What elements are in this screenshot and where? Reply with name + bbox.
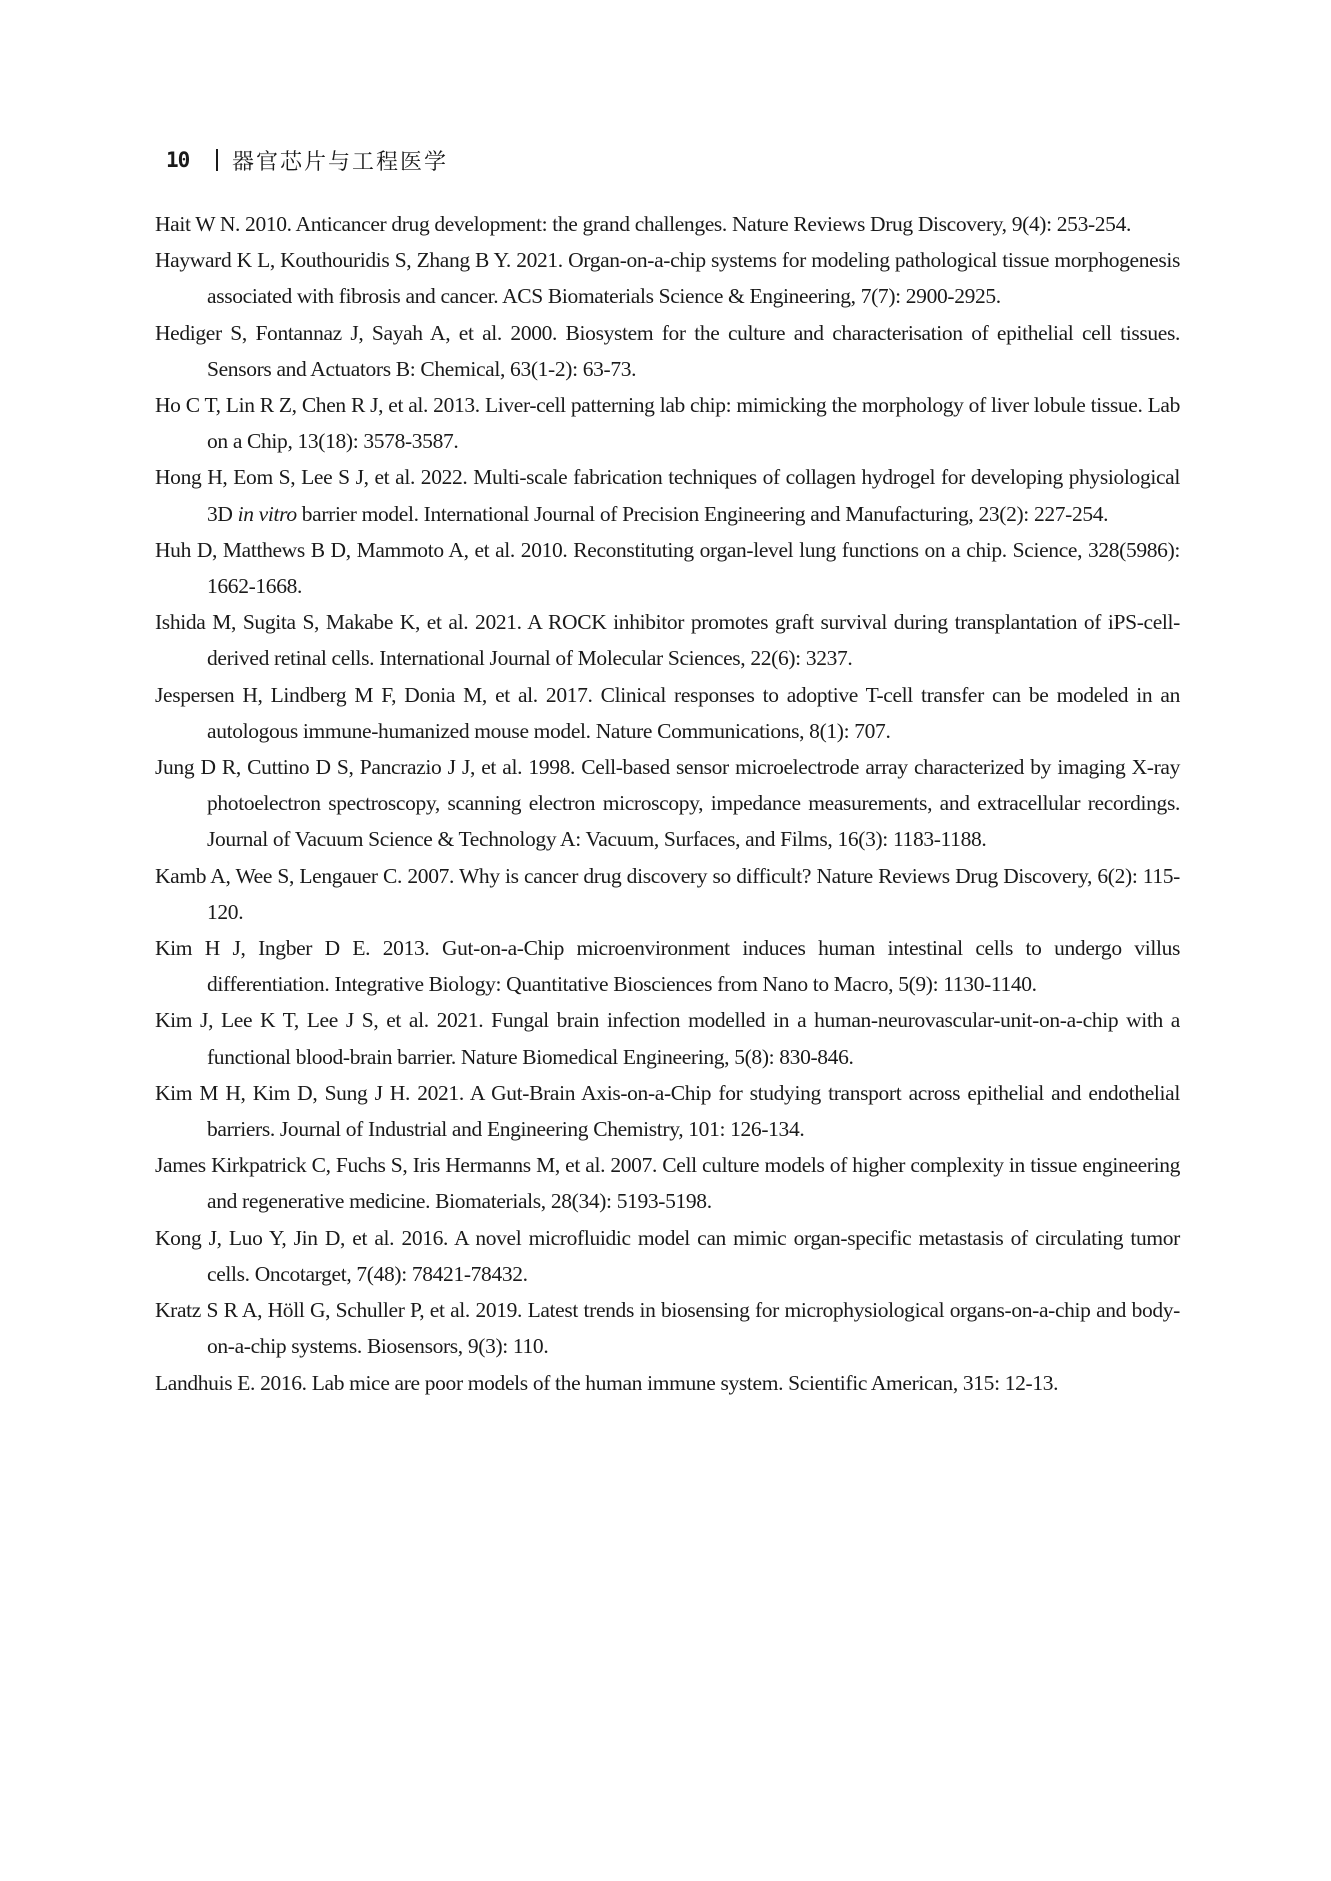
reference-item	[155, 242, 1180, 314]
reference-text: James Kirkpatrick C, Fuchs S, Iris Hermanns M, et al. 2007. Cell culture models of higher complexity in tissue engineering and regenerative medicine. Biomaterials, 28(34): 5193-5198.	[155, 1153, 1180, 1214]
reference-text: Kong J, Luo Y, Jin D, et al. 2016. A novel microfluidic model can mimic organ-specific metastasis of circulating tumor cells. Oncotarget, 7(48): 78421-78432.	[155, 1225, 1180, 1286]
reference-text: Hait W N. 2010. Anticancer drug development: the grand challenges. Nature Reviews Drug Discovery, 9(4): 253-254.	[155, 212, 1132, 236]
reference-text: Kim J, Lee K T, Lee J S, et al. 2021. Fungal brain infection modelled in a human-neurovascular-unit-on-a-chip with a functional blood-brain barrier. Nature Biomedical Engineering, 5(8): 830-846.	[155, 1008, 1180, 1069]
reference-item	[155, 315, 1180, 387]
book-title: 器官芯片与工程医学	[232, 149, 449, 175]
reference-item	[155, 1002, 1180, 1074]
reference-item	[155, 532, 1180, 604]
reference-text: Hediger S, Fontannaz J, Sayah A, et al. 2000. Biosystem for the culture and characterisation of epithelial cell tissues. Sensors and Actuators B: Chemical, 63(1-2): 63-73.	[155, 320, 1180, 381]
reference-text: Kratz S R A, Höll G, Schuller P, et al. 2019. Latest trends in biosensing for microphysiological organs-on-a-chip and body-on-a-chip systems. Biosensors, 9(3): 110.	[155, 1298, 1180, 1359]
reference-item	[155, 1147, 1180, 1219]
reference-item	[155, 1292, 1180, 1364]
reference-italic-term: in vitro	[237, 501, 297, 526]
reference-item	[155, 677, 1180, 749]
reference-item	[155, 459, 1180, 531]
reference-text: Kamb A, Wee S, Lengauer C. 2007. Why is cancer drug discovery so difficult? Nature Reviews Drug Discovery, 6(2): 115-120.	[155, 863, 1180, 924]
reference-item	[155, 387, 1180, 459]
reference-text: Ho C T, Lin R Z, Chen R J, et al. 2013. Liver-cell patterning lab chip: mimicking the morphology of liver lobule tissue. Lab on a Chip, 13(18): 3578-3587.	[155, 393, 1180, 454]
reference-item	[155, 604, 1180, 676]
reference-item	[155, 206, 1180, 242]
reference-text: Hayward K L, Kouthouridis S, Zhang B Y. 2021. Organ-on-a-chip systems for modeling pathological tissue morphogenesis associated with fibrosis and cancer. ACS Biomaterials Science & Engineering, 7(7): 2900-2925.	[155, 248, 1180, 309]
reference-text: Ishida M, Sugita S, Makabe K, et al. 2021. A ROCK inhibitor promotes graft survival during transplantation of iPS-cell-derived retinal cells. International Journal of Molecular Sciences, 22(6): 3237.	[155, 610, 1180, 671]
reference-item	[155, 1220, 1180, 1292]
reference-text: Huh D, Matthews B D, Mammoto A, et al. 2010. Reconstituting organ-level lung functions on a chip. Science, 328(5986): 1662-1668.	[155, 537, 1180, 599]
reference-item	[155, 749, 1180, 858]
reference-text: Jung D R, Cuttino D S, Pancrazio J J, et al. 1998. Cell-based sensor microelectrode array characterized by imaging X-ray photoelectron spectroscopy, scanning electron microscopy, impedance measurements, and extracellular recordings. Journal of Vacuum Science & Technology A: Vacuum, Surfaces, and Films, 16(3): 1183-1188.	[155, 755, 1180, 852]
reference-text: Kim H J, Ingber D E. 2013. Gut-on-a-Chip microenvironment induces human intestinal cells to undergo villus differentiation. Integrative Biology: Quantitative Biosciences from Nano to Macro, 5(9): 1130-1140.	[155, 936, 1180, 997]
reference-item	[155, 930, 1180, 1002]
reference-item	[155, 1075, 1180, 1147]
reference-text: Landhuis E. 2016. Lab mice are poor models of the human immune system. Scientific American, 315: 12-13.	[155, 1370, 1059, 1395]
reference-text: Kim M H, Kim D, Sung J H. 2021. A Gut-Brain Axis-on-a-Chip for studying transport across epithelial and endothelial barriers. Journal of Industrial and Engineering Chemistry, 101: 126-134.	[155, 1080, 1180, 1142]
running-header	[166, 144, 448, 176]
reference-item	[155, 1365, 1180, 1401]
header-divider	[216, 149, 218, 171]
page-number: 10	[166, 148, 190, 172]
reference-list	[155, 206, 1180, 1401]
reference-item	[155, 858, 1180, 930]
reference-text: Jespersen H, Lindberg M F, Donia M, et al. 2017. Clinical responses to adoptive T-cell transfer can be modeled in an autologous immune-humanized mouse model. Nature Communications, 8(1): 707.	[155, 682, 1180, 743]
reference-text: barrier model. International Journal of Precision Engineering and Manufacturing, 23(2): 227-254.	[296, 501, 1109, 526]
reference-text: Hong H, Eom S, Lee S J, et al. 2022. Multi-scale fabrication techniques of collagen hydrogel for developing physiological 3D	[155, 465, 1180, 526]
